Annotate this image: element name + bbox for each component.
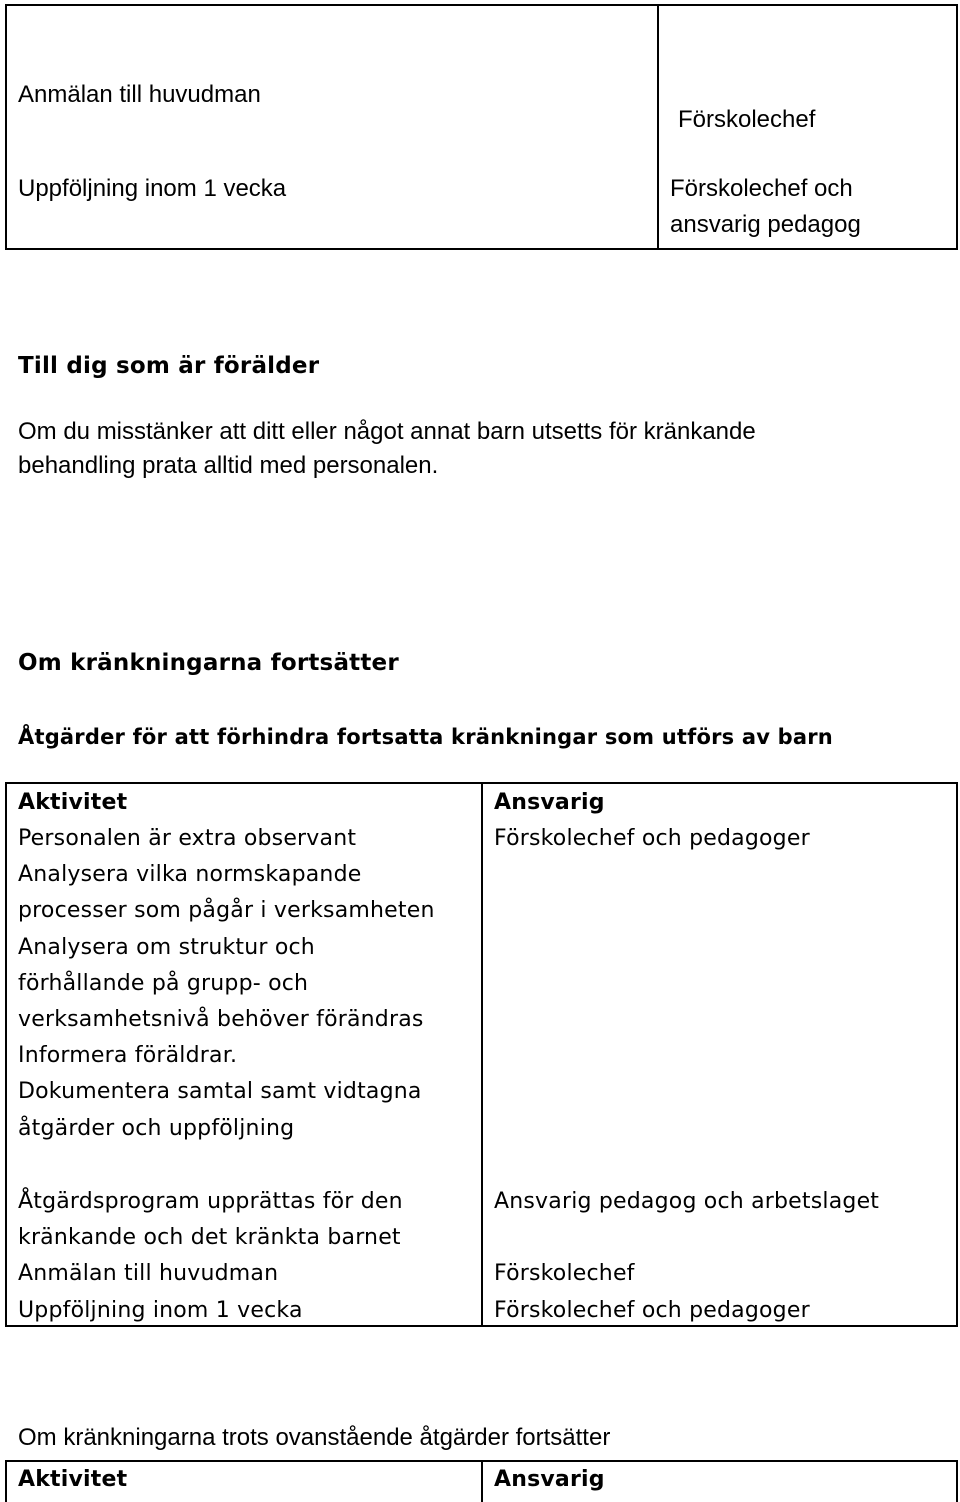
table-border <box>657 4 659 250</box>
top-table-row1-left: Anmälan till huvudman <box>18 81 261 108</box>
table-border <box>956 782 958 1327</box>
top-table-row1-right: Förskolechef <box>678 106 816 133</box>
table-border <box>5 4 958 6</box>
table-border <box>5 1460 7 1502</box>
continue-heading: Om kränkningarna fortsätter <box>18 650 399 676</box>
table-border <box>481 1460 483 1502</box>
table-border <box>481 782 483 1327</box>
table-border <box>5 4 7 250</box>
final-header-responsible: Ansvarig <box>494 1467 605 1492</box>
top-table-row2-right: Förskolechef och ansvarig pedagog <box>670 175 861 238</box>
table-border <box>5 782 7 1327</box>
table-border <box>956 4 958 250</box>
continue-subheading: Åtgärder för att förhindra fortsatta kränkningar som utförs av barn <box>18 725 833 749</box>
table2-row1-activity: Personalen är extra observant Analysera vilka normskapande processer som pågår i verksamheten Analysera om struktur och förhållande på grupp- och verksamhetsnivå behöver förändras Informera föräldrar. Dokumentera samtal samt vidtagna åtgärder och uppföljning <box>18 826 435 1141</box>
table-border <box>5 248 958 250</box>
table2-header-responsible: Ansvarig <box>494 790 605 815</box>
table2-row1-responsible: Förskolechef och pedagoger <box>494 826 810 851</box>
table2-row2-responsible: Ansvarig pedagog och arbetslaget Förskolechef Förskolechef och pedagoger <box>494 1189 880 1323</box>
parent-body: Om du misstänker att ditt eller något annat barn utsetts för kränkande behandling prata alltid med personalen. <box>18 418 756 479</box>
table2-header-activity: Aktivitet <box>18 790 128 815</box>
final-heading: Om kränkningarna trots ovanstående åtgärder fortsätter <box>18 1424 611 1451</box>
final-table <box>5 1460 958 1502</box>
table-border <box>956 1460 958 1502</box>
table2-row2-activity: Åtgärdsprogram upprättas för den kränkande och det kränkta barnet Anmälan till huvudman Uppföljning inom 1 vecka <box>18 1189 403 1323</box>
top-table-row2-left: Uppföljning inom 1 vecka <box>18 175 287 202</box>
final-header-activity: Aktivitet <box>18 1467 128 1492</box>
parent-heading: Till dig som är förälder <box>18 353 320 379</box>
